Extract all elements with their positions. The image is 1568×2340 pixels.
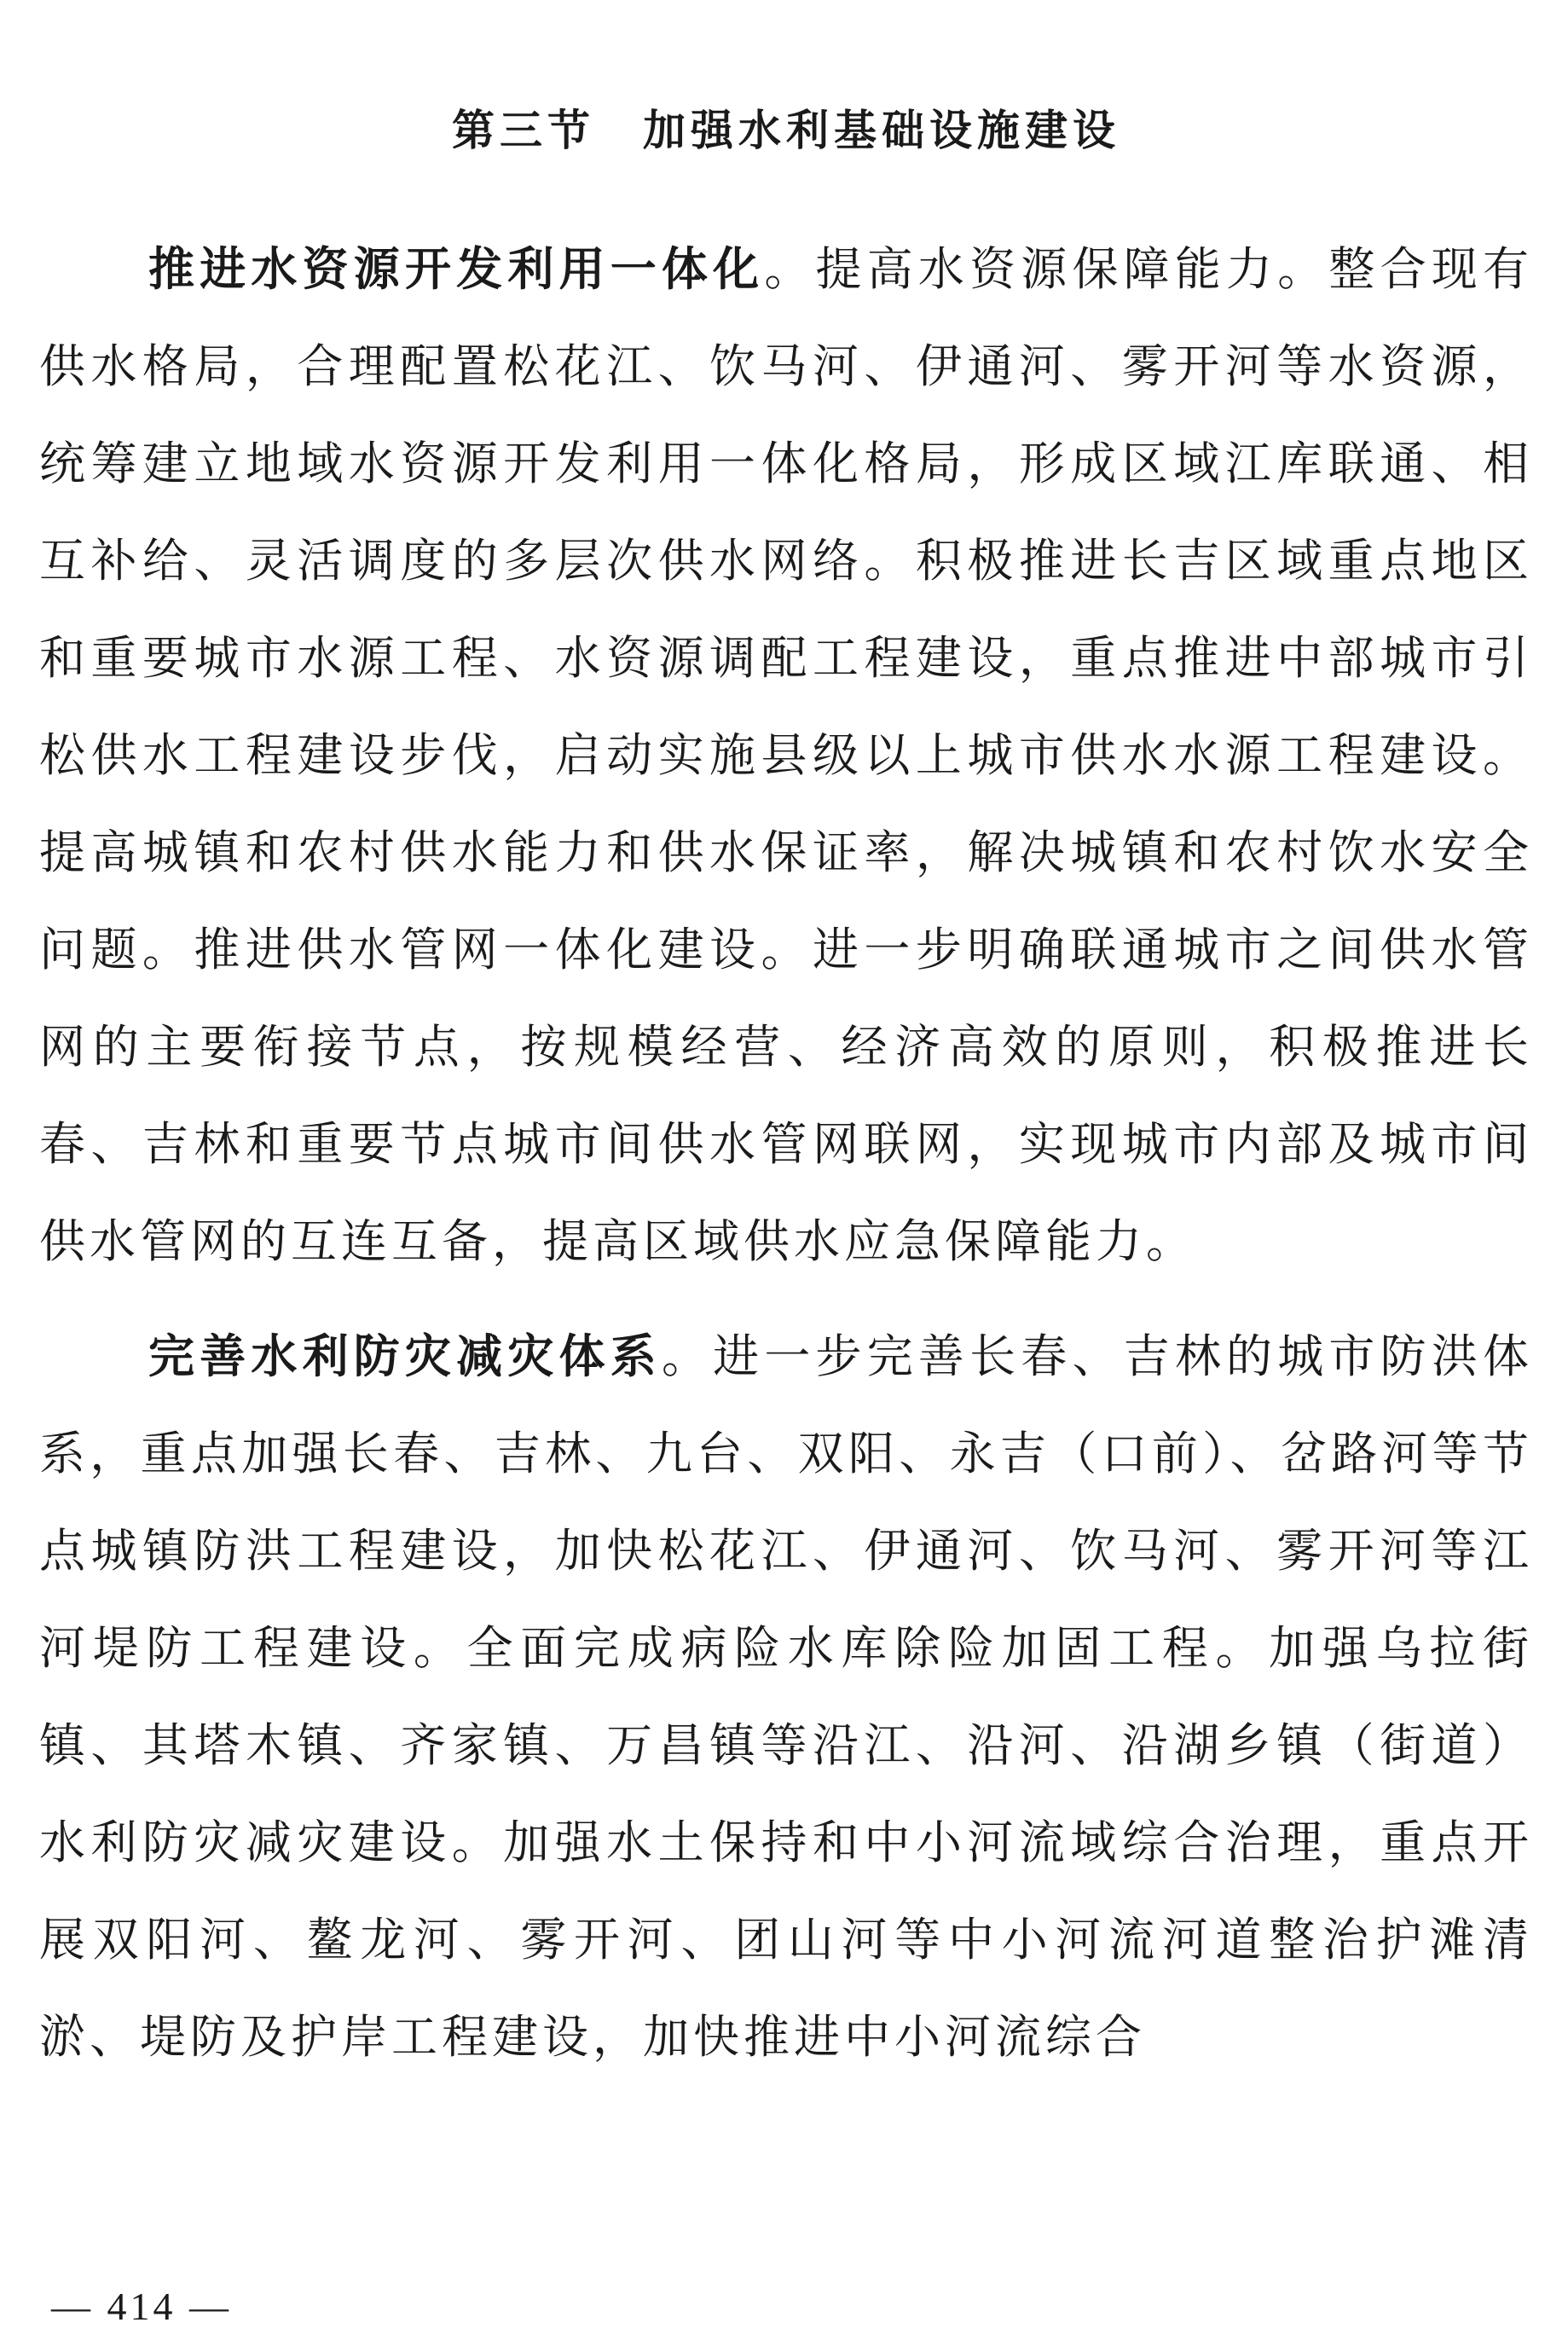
paragraph-disaster-prevention [39, 1307, 1533, 2086]
paragraph-lead: 推进水资源开发利用一体化 [148, 241, 765, 296]
section-title: 第三节 加强水利基础设施建设 [452, 105, 1120, 155]
document-page [39, 101, 1533, 2086]
page-number: — 414 — [51, 2285, 232, 2328]
paragraph-body: 。提高水资源保障能力。整合现有供水格局，合理配置松花江、饮马河、伊通河、雾开河等水资源，统筹建立地域水资源开发利用一体化格局，形成区域江库联通、相互补给、灵活调度的多层次供水网络。积极推进长吉区域重点地区和重要城市水源工程、水资源调配工程建设，重点推进中部城市引松供水工程建设步伐，启动实施县级以上城市供水水源工程建设。提高城镇和农村供水能力和供水保证率，解决城镇和农村饮水安全问题。推进供水管网一体化建设。进一步明确联通城市之间供水管网的主要衔接节点，按规模经营、经济高效的原则，积极推进长春、吉林和重要节点城市间供水管网联网，实现城市内部及城市间供水管网的互连互备，提高区域供水应急保障能力。 [39, 242, 1534, 1268]
paragraph-water-resources [39, 220, 1533, 1290]
paragraph-body: 。进一步完善长春、吉林的城市防洪体系，重点加强长春、吉林、九台、双阳、永吉（口前）、岔路河等节点城镇防洪工程建设，加快松花江、伊通河、饮马河、雾开河等江河堤防工程建设。全面完成病险水库除险加固工程。加强乌拉街镇、其塔木镇、齐家镇、万昌镇等沿江、沿河、沿湖乡镇（街道）水利防灾减灾建设。加强水土保持和中小河流域综合治理，重点开展双阳河、鳌龙河、雾开河、团山河等中小河流河道整治护滩清淤、堤防及护岸工程建设，加快推进中小河流综合 [39, 1329, 1534, 2064]
paragraph-lead: 完善水利防灾减灾体系 [148, 1329, 662, 1383]
